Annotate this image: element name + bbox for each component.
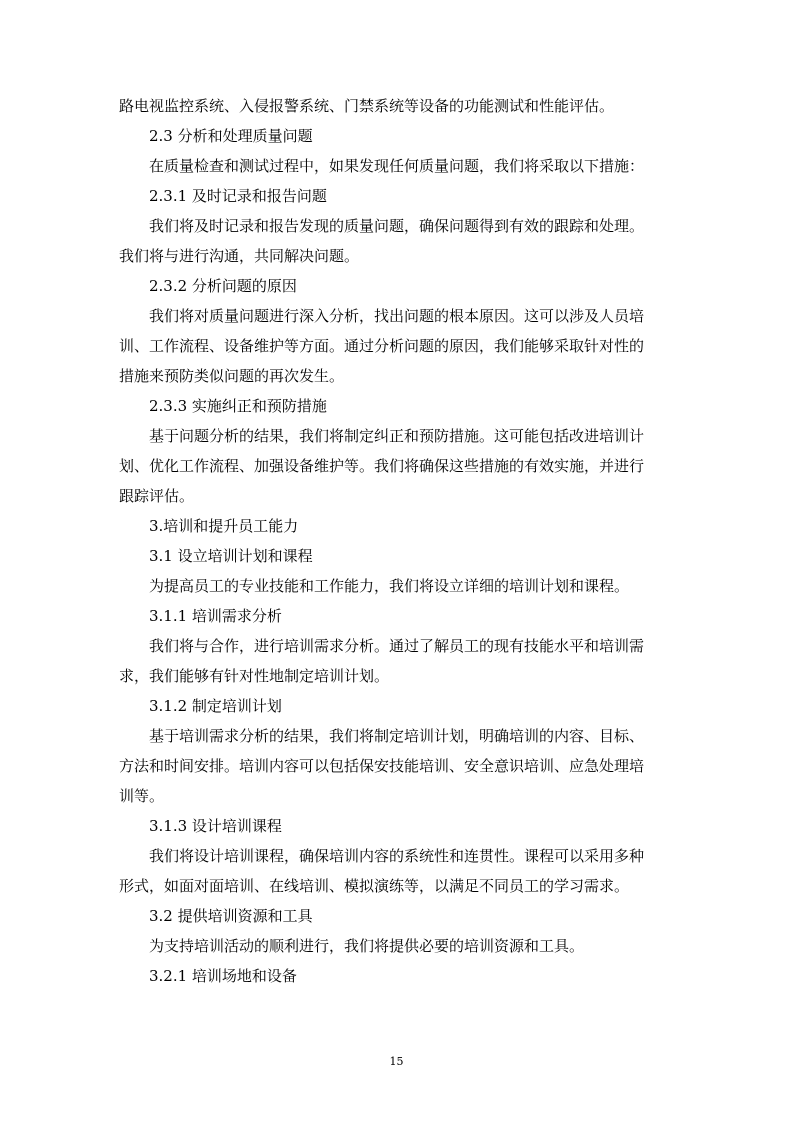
document-body bbox=[119, 91, 677, 991]
body-text-line: 划、优化工作流程、加强设备维护等。我们将确保这些措施的有效实施，并进行 bbox=[119, 457, 645, 475]
body-text-line: 形式，如面对面培训、在线培训、模拟演练等，以满足不同员工的学习需求。 bbox=[119, 877, 630, 895]
body-text-line: 训等。 bbox=[119, 787, 165, 805]
section-heading: 3.1.3 设计培训课程 bbox=[149, 817, 282, 835]
body-text-line: 我们将与进行沟通，共同解决问题。 bbox=[119, 247, 360, 265]
section-heading: 2.3.3 实施纠正和预防措施 bbox=[149, 397, 327, 415]
section-heading: 3.培训和提升员工能力 bbox=[149, 517, 299, 535]
body-text-line: 训、工作流程、设备维护等方面。通过分析问题的原因，我们能够采取针对性的 bbox=[119, 337, 645, 355]
section-heading: 2.3.2 分析问题的原因 bbox=[149, 277, 297, 295]
body-text-line: 路电视监控系统、入侵报警系统、门禁系统等设备的功能测试和性能评估。 bbox=[119, 97, 615, 115]
body-text-line: 为提高员工的专业技能和工作能力，我们将设立详细的培训计划和课程。 bbox=[149, 577, 630, 595]
body-text-line: 跟踪评估。 bbox=[119, 487, 195, 505]
body-text-line: 我们将及时记录和报告发现的质量问题，确保问题得到有效的跟踪和处理。 bbox=[149, 217, 645, 235]
section-heading: 2.3.1 及时记录和报告问题 bbox=[149, 187, 327, 205]
body-text-line: 求，我们能够有针对性地制定培训计划。 bbox=[119, 667, 390, 685]
body-text-line: 方法和时间安排。培训内容可以包括保安技能培训、安全意识培训、应急处理培 bbox=[119, 757, 645, 775]
body-text-line: 我们将设计培训课程，确保培训内容的系统性和连贯性。课程可以采用多种 bbox=[149, 847, 645, 865]
section-heading: 3.1 设立培训计划和课程 bbox=[149, 547, 313, 565]
body-text-line: 我们将对质量问题进行深入分析，找出问题的根本原因。这可以涉及人员培 bbox=[149, 307, 645, 325]
section-heading: 3.1.2 制定培训计划 bbox=[149, 697, 282, 715]
section-heading: 3.2 提供培训资源和工具 bbox=[149, 907, 313, 925]
section-heading: 2.3 分析和处理质量问题 bbox=[149, 127, 313, 145]
section-heading: 3.2.1 培训场地和设备 bbox=[149, 967, 297, 985]
page-number: 15 bbox=[389, 1055, 404, 1068]
body-text-line: 措施来预防类似问题的再次发生。 bbox=[119, 367, 345, 385]
body-text-line: 为支持培训活动的顺利进行，我们将提供必要的培训资源和工具。 bbox=[149, 937, 585, 955]
body-text-line: 基于培训需求分析的结果，我们将制定培训计划，明确培训的内容、目标、 bbox=[149, 727, 645, 745]
body-text-line: 在质量检查和测试过程中，如果发现任何质量问题，我们将采取以下措施： bbox=[149, 157, 645, 175]
body-text-line: 基于问题分析的结果，我们将制定纠正和预防措施。这可能包括改进培训计 bbox=[149, 427, 645, 445]
body-text-line: 我们将与合作，进行培训需求分析。通过了解员工的现有技能水平和培训需 bbox=[149, 637, 645, 655]
section-heading: 3.1.1 培训需求分析 bbox=[149, 607, 282, 625]
